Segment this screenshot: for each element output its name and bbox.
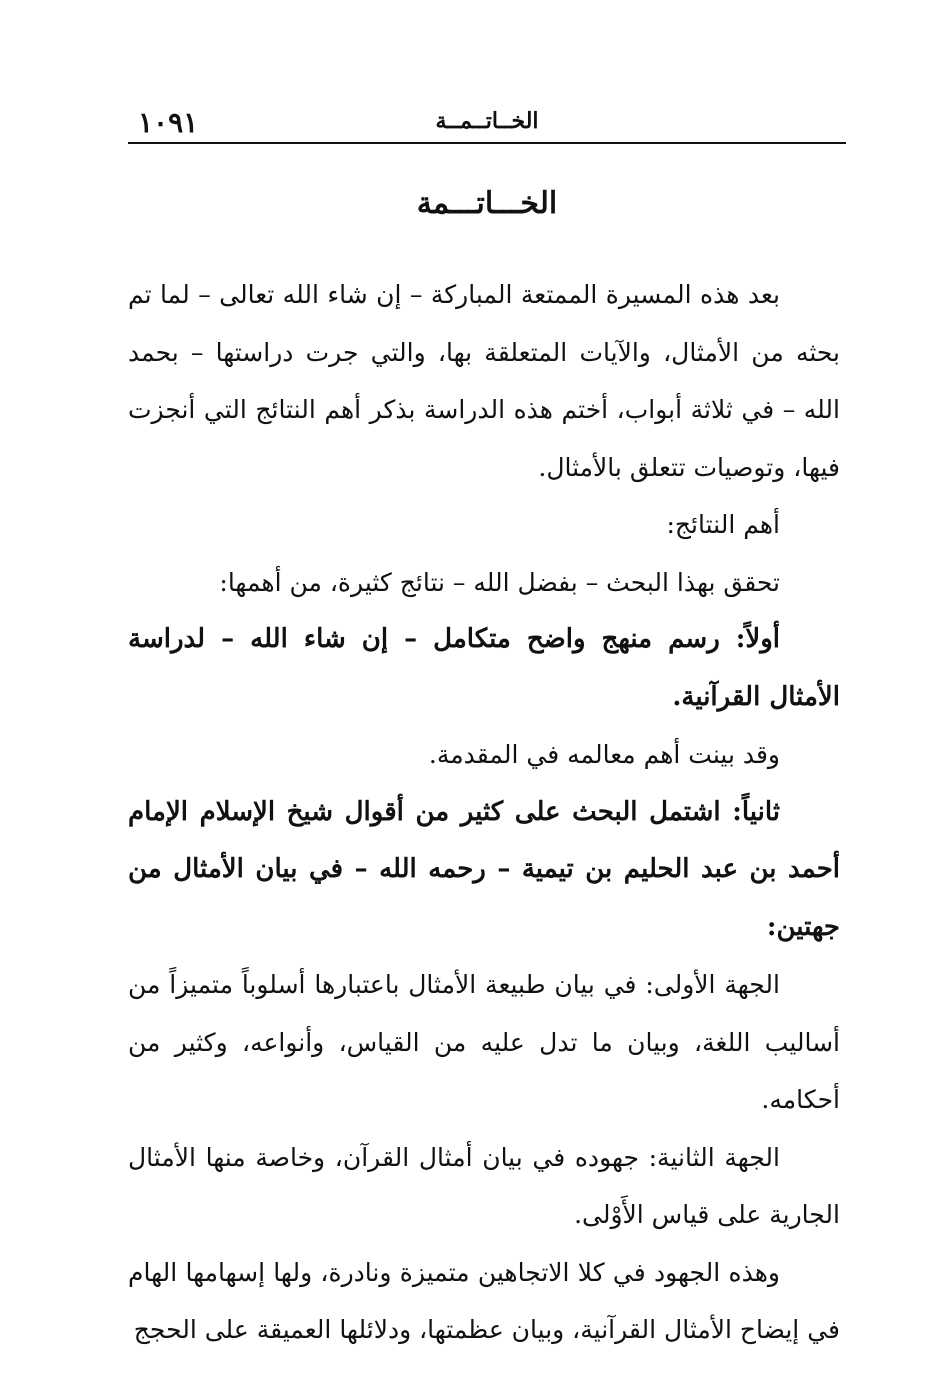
- first-aspect: الجهة الأولى: في بيان طبيعة الأمثال باعتبارها أسلوباً متميزاً من أساليب اللغة، وبيان ما تدل عليه من القياس، وأنواعه، وكثير من أحكامه.: [128, 970, 840, 1114]
- results-intro: تحقق بهذا البحث – بفضل الله – نتائج كثيرة، من أهمها:: [219, 567, 780, 597]
- intro-paragraph: بعد هذه المسيرة الممتعة المباركة – إن شاء الله تعالى – لما تم بحثه من الأمثال، والآيات المتعلقة بها، والتي جرت دراستها – بحمد الله – في ثلاثة أبواب، أختم هذه الدراسة بذكر أهم النتائج التي أنجزت فيها، وتوصيات تتعلق بالأمثال.: [128, 280, 840, 482]
- page-number: ١٠٩١: [138, 106, 199, 139]
- chapter-title: الخـــاتـــمة: [416, 186, 558, 221]
- result-second: ثانياً: اشتمل البحث على كثير من أقوال شيخ الإسلام الإمام أحمد بن عبد الحليم بن تيمية – رحمه الله – في بيان الأمثال من جهتين:: [128, 796, 840, 942]
- result-first-note: وقد بينت أهم معالمه في المقدمة.: [428, 740, 780, 769]
- page-header: [128, 96, 846, 146]
- body-text: [128, 266, 840, 1359]
- header-divider: [128, 142, 846, 144]
- running-title: الخــاتــمــة: [435, 108, 539, 134]
- second-aspect: الجهة الثانية: جهوده في بيان أمثال القرآن، وخاصة منها الأمثال الجارية على قياس الأَوْلى.: [128, 1142, 840, 1229]
- results-heading: أهم النتائج:: [666, 510, 780, 539]
- result-first: أولاً: رسم منهج واضح متكامل – إن شاء الله – لدراسة الأمثال القرآنية.: [128, 624, 840, 712]
- closing-paragraph: وهذه الجهود في كلا الاتجاهين متميزة ونادرة، ولها إسهامها الهام في إيضاح الأمثال القرآنية، وبيان عظمتها، ودلائلها العميقة على الحجج: [128, 1257, 840, 1344]
